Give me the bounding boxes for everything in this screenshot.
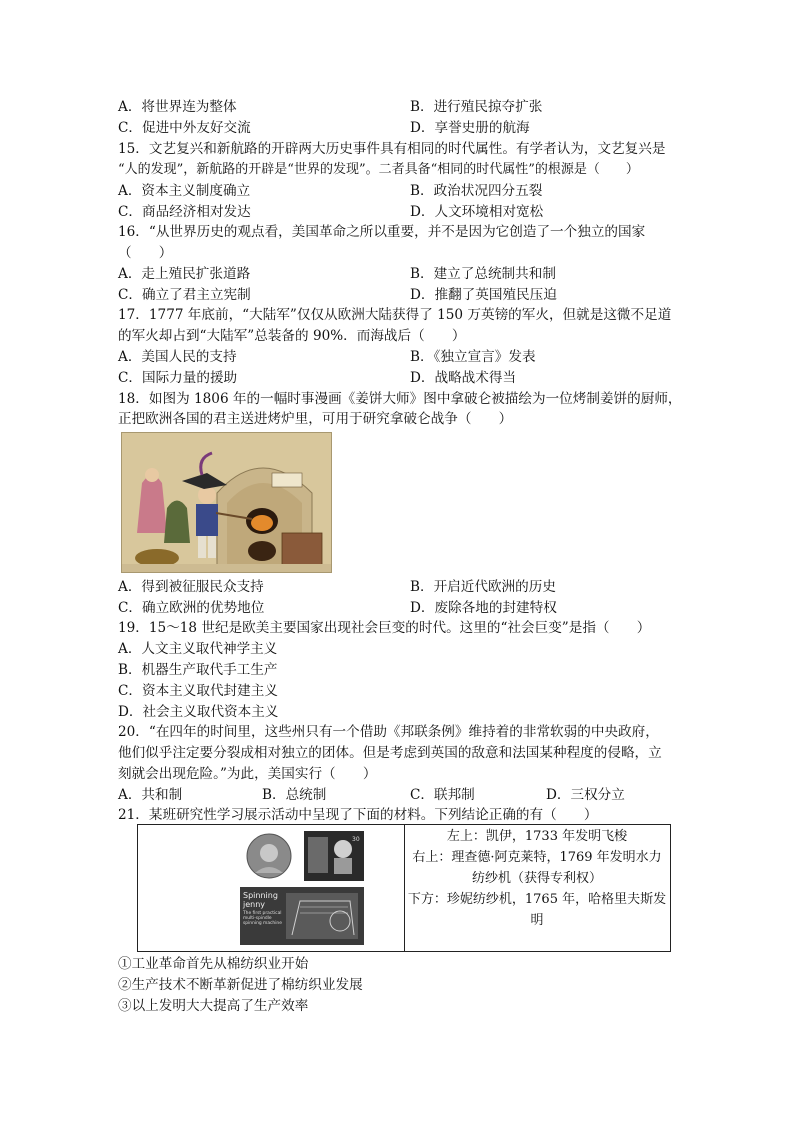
q14-option-c: C．促进中外友好交流 [118, 120, 251, 136]
q15-option-b: B．政治状况四分五裂 [410, 183, 543, 199]
q15-option-c: C．商品经济相对发达 [118, 204, 251, 220]
inventor-stamps [240, 831, 364, 945]
q20-option-a: A．共和制 [118, 787, 183, 803]
q20-option-b: B．总统制 [262, 787, 327, 803]
q21-statement-1: ①工业革命首先从棉纺织业开始 [118, 956, 309, 972]
stamp-subcaption: The first practical multi-spindle spinning machine [243, 911, 282, 926]
cell-line-arkwright: 右上：理查德·阿克莱特，1769 年发明水力 [412, 850, 662, 865]
stamp-caption: Spinning jenny [243, 891, 278, 909]
cartoon-illustration [122, 433, 331, 572]
svg-text:30: 30 [352, 836, 360, 843]
q16-option-a: A．走上殖民扩张道路 [118, 266, 251, 282]
q16-option-b: B．建立了总统制共和制 [410, 266, 556, 282]
q19-option-b: B．机器生产取代手工生产 [118, 662, 278, 678]
q14-option-b: B．进行殖民掠夺扩张 [410, 99, 543, 115]
q21-material-table [137, 824, 671, 952]
q15-option-d: D．人文环境相对宽松 [410, 204, 544, 220]
q19-stem: 19．15～18 世纪是欧美主要国家出现社会巨变的时代。这里的“社会巨变”是指（ ） [118, 620, 651, 636]
q16-stem-line1: 16．“从世界历史的观点看，美国革命之所以重要，并不是因为它创造了一个独立的国家 [118, 224, 646, 240]
q14-option-d: D．享誉史册的航海 [410, 120, 530, 136]
stamp-images [240, 831, 364, 945]
q20-stem-line2: 他们似乎注定要分裂成相对独立的团体。但是考虑到英国的敌意和法国某种程度的侵略，立 [118, 745, 662, 761]
q20-stem-line1: 20．“在四年的时间里，这些州只有一个借助《邦联条例》维持着的非常软弱的中央政府， [118, 724, 659, 740]
q14-option-a: A．将世界连为整体 [118, 99, 237, 115]
q17-option-c: C．国际力量的援助 [118, 370, 238, 386]
q21-statement-3: ③以上发明大大提高了生产效率 [118, 998, 309, 1014]
cell-line-jenny: 下方：珍妮纺纱机，1765 年，哈格里夫斯发 [407, 892, 667, 907]
q16-option-d: D．推翻了英国殖民压迫 [410, 287, 557, 303]
cell-line-jenny-cont: 明 [530, 913, 544, 928]
q21-stem: 21．某班研究性学习展示活动中呈现了下面的材料。下列结论正确的有（ ） [118, 807, 598, 823]
q15-stem-line2: “人的发现”，新航路的开辟是“世界的发现”。二者具备“相同的时代属性”的根源是（ ） [118, 162, 639, 177]
q17-stem-line1: 17．1777 年底前，“大陆军”仅仅从欧洲大陆获得了 150 万英镑的军火，但就是这微不足道 [118, 307, 672, 323]
table-divider [404, 825, 405, 951]
q21-statement-2: ②生产技术不断革新促进了棉纺织业发展 [118, 977, 363, 993]
q15-stem-line1: 15．文艺复兴和新航路的开辟两大历史事件具有相同的时代属性。有学者认为，文艺复兴是 [118, 141, 666, 157]
q16-option-c: C．确立了君主立宪制 [118, 287, 251, 303]
q18-option-c: C．确立欧洲的优势地位 [118, 600, 265, 616]
q17-stem-line2: 的军火却占到“大陆军”总装备的 90%．而海战后（ ） [118, 328, 466, 344]
q18-option-a: A．得到被征服民众支持 [118, 579, 264, 595]
q20-option-c: C．联邦制 [410, 787, 475, 803]
q19-option-a: A．人文主义取代神学主义 [118, 641, 278, 657]
cell-line-kay: 左上：凯伊，1733 年发明飞梭 [446, 829, 628, 844]
q20-option-d: D．三权分立 [546, 787, 625, 803]
q20-stem-line3: 刻就会出现危险。”为此，美国实行（ ） [118, 766, 377, 782]
q17-option-d: D．战略战术得当 [410, 370, 517, 386]
q18-option-d: D．废除各地的封建特权 [410, 600, 557, 616]
q15-option-a: A．资本主义制度确立 [118, 183, 251, 199]
q18-stem-line1: 18．如图为 1806 年的一幅时事漫画《姜饼大师》图中拿破仑被描绘为一位烤制姜饼的厨师， [118, 391, 682, 407]
q18-stem-line2: 正把欧洲各国的君主送进烤炉里，可用于研究拿破仑战争（ ） [118, 411, 513, 427]
q18-option-b: B．开启近代欧洲的历史 [410, 579, 556, 595]
q16-stem-line2: （ ） [118, 245, 173, 261]
gingerbread-baker-cartoon [121, 432, 332, 573]
q17-option-b: B．《独立宣言》发表 [410, 349, 536, 365]
q19-option-d: D．社会主义取代资本主义 [118, 704, 279, 720]
q19-option-c: C．资本主义取代封建主义 [118, 683, 278, 699]
cell-line-arkwright-cont: 纺纱机（获得专利权） [471, 871, 602, 886]
q17-option-a: A．美国人民的支持 [118, 349, 237, 365]
